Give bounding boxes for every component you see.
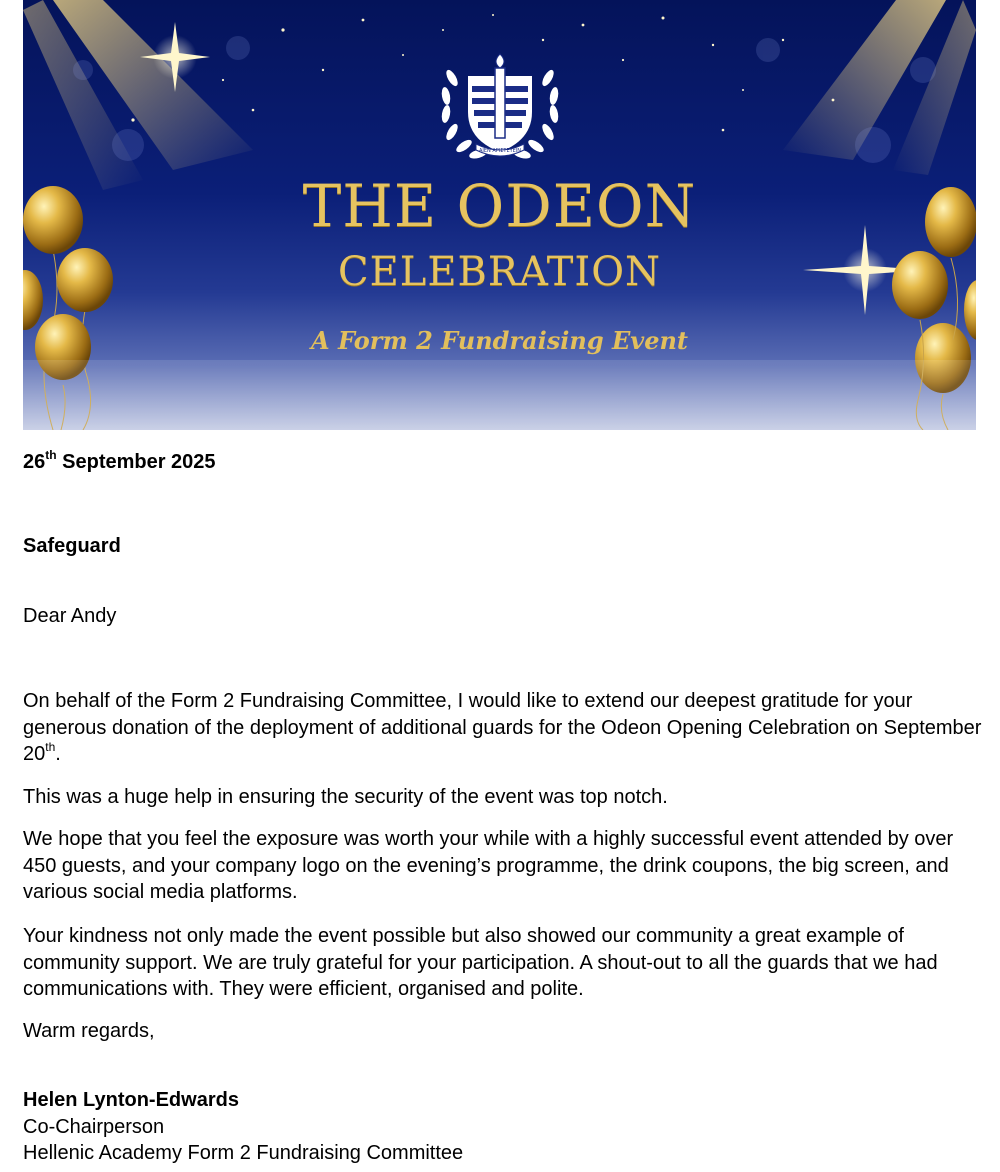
letter-date <box>23 449 983 476</box>
closing: Warm regards, <box>23 1020 155 1042</box>
paragraph-1-end: . <box>55 743 61 765</box>
date-day: 26 <box>23 451 46 473</box>
banner-title-line2: CELEBRATION <box>337 249 662 295</box>
date-suffix: th <box>45 448 57 462</box>
signer-title: Co-Chairperson <box>23 1116 165 1138</box>
school-crest-icon <box>438 48 562 168</box>
paragraph-1 <box>23 688 983 768</box>
date-rest: September 2025 <box>56 451 216 473</box>
event-banner <box>23 0 976 430</box>
banner-subtitle: A Form 2 Fundraising Event <box>310 326 689 355</box>
recipient-organization: Safeguard <box>23 535 121 557</box>
signer-organization: Hellenic Academy Form 2 Fundraising Committee <box>23 1142 464 1164</box>
crest-motto: ΑΙΕΝ ΑΡΙΣΤΕΥΕΙΝ <box>478 148 522 154</box>
banner-title-line1: THE ODEON <box>302 172 697 240</box>
paragraph-4: Your kindness not only made the event possible but also showed our community a great example of community support. We are truly grateful for your participation. A shout-out to all the guards that we had communications with. They were efficient, organised and polite. <box>23 925 938 1000</box>
paragraph-2: This was a huge help in ensuring the security of the event was top notch. <box>23 786 668 808</box>
paragraph-1-suffix: th <box>45 740 56 754</box>
salutation: Dear Andy <box>23 605 117 627</box>
paragraph-1-text: On behalf of the Form 2 Fundraising Committee, I would like to extend our deepest gratitude for your generous donation of the deployment of additional guards for the Odeon Opening Celebration on September 20 <box>23 690 982 765</box>
signer-name: Helen Lynton-Edwards <box>23 1089 239 1111</box>
paragraph-3: We hope that you feel the exposure was worth your while with a highly successful event attended by over 450 guests, and your company logo on the evening’s programme, the drink coupons, the big screen, and various social media platforms. <box>23 828 954 903</box>
spotlight-left <box>23 0 253 190</box>
